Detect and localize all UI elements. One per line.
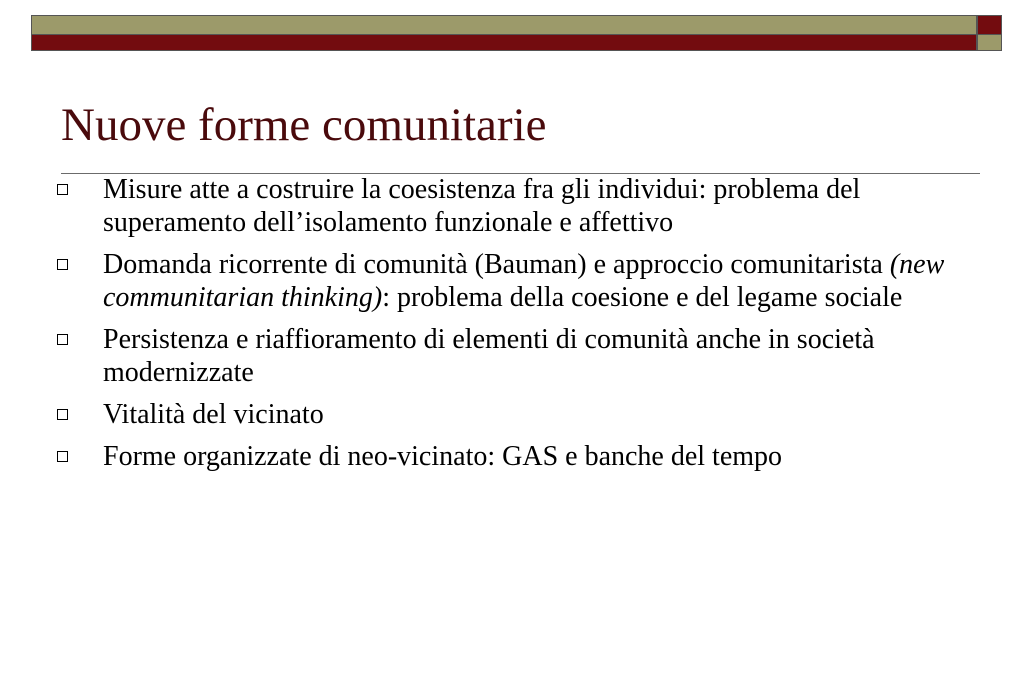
hollow-square-bullet-icon <box>57 259 68 270</box>
header-bar-olive <box>31 15 977 35</box>
hollow-square-bullet-icon <box>57 334 68 345</box>
bullet-text <box>103 249 944 313</box>
bullet-text-part: Domanda ricorrente di comunità (Bauman) e approccio comunitarista <box>103 249 890 280</box>
bullet-item <box>57 323 957 389</box>
bullet-text-part: : problema della coesione e del legame sociale <box>382 282 903 313</box>
header-square-maroon <box>977 15 1002 35</box>
bullet-text: Misure atte a costruire la coesistenza fra gli individui: problema del superamento dell’isolamento funzionale e affettivo <box>103 174 861 238</box>
hollow-square-bullet-icon <box>57 409 68 420</box>
bullet-list <box>57 173 957 482</box>
bullet-item <box>57 398 957 431</box>
bullet-item <box>57 173 957 239</box>
bullet-item <box>57 440 957 473</box>
header-bar-maroon <box>31 35 977 51</box>
bullet-text: Forme organizzate di neo-vicinato: GAS e banche del tempo <box>103 441 783 472</box>
bullet-text: Vitalità del vicinato <box>103 399 324 430</box>
bullet-item <box>57 248 957 314</box>
slide-title: Nuove forme comunitarie <box>61 99 547 151</box>
hollow-square-bullet-icon <box>57 184 68 195</box>
header-square-olive <box>977 35 1002 51</box>
bullet-text: Persistenza e riaffioramento di elementi di comunità anche in società modernizzate <box>103 324 875 388</box>
hollow-square-bullet-icon <box>57 451 68 462</box>
bullet-text-italic: (new communitarian thinking) <box>103 249 945 313</box>
